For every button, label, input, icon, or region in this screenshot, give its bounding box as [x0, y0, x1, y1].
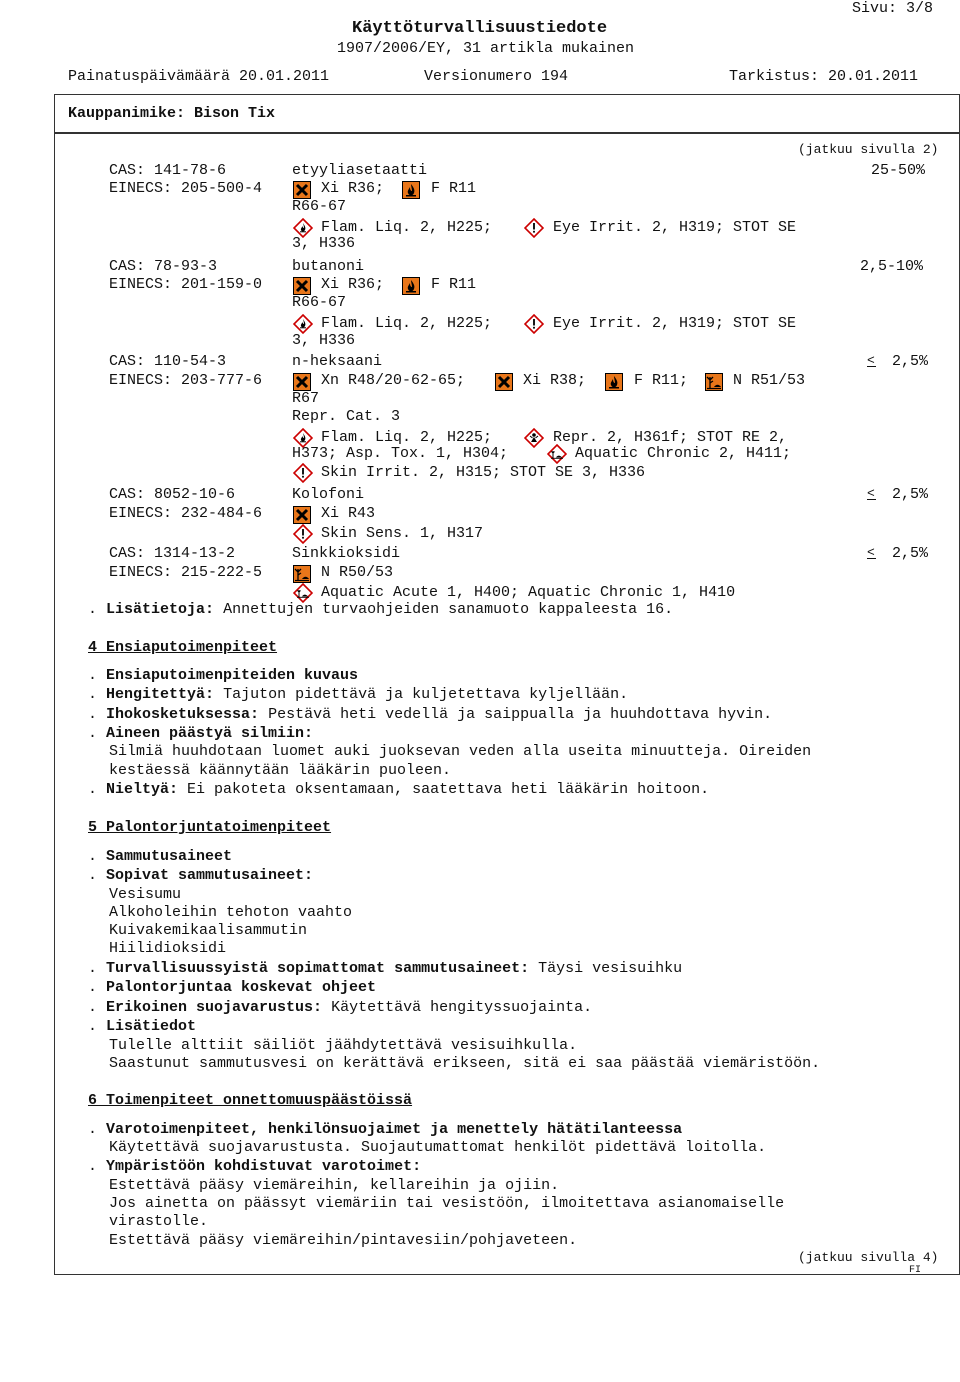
continued-from: (jatkuu sivulla 2) — [798, 142, 939, 157]
additional-info-label: Lisätietoja: — [106, 601, 215, 618]
text: Silmiä huuhdotaan luomet auki juoksevan veden alla useita minuutteja. Oireiden — [109, 743, 812, 760]
substance-name: butanoni — [292, 258, 365, 275]
version-number: Versionumero 194 — [424, 68, 569, 85]
classification: Eye Irrit. 2, H319; STOT SE — [553, 315, 797, 332]
additional-info-text: Annettujen turvaohjeiden sanamuoto kappaleesta 16. — [223, 601, 674, 618]
classification: H373; Asp. Tox. 1, H304; — [292, 445, 509, 462]
classification: Aquatic Chronic 2, H411; — [575, 445, 792, 462]
label: Aineen päästyä silmiin: — [106, 725, 314, 742]
revision-date: Tarkistus: 20.01.2011 — [729, 68, 919, 85]
classification: R67 — [292, 390, 320, 407]
cas-number: CAS: 141-78-6 — [109, 162, 227, 179]
list-item: Kuivakemikaalisammutin — [109, 922, 308, 939]
subsection: . Palontorjuntaa koskevat ohjeet — [88, 979, 377, 996]
text: Tajuton pidettävä ja kuljetettava kyljellään. — [223, 686, 629, 703]
text: Saastunut sammutusvesi on kerättävä erikseen, sitä ei saa päästää viemäristöön. — [109, 1055, 821, 1072]
paragraph: . Hengitettyä: Tajuton pidettävä ja kuljetettava kyljellään. — [88, 686, 629, 703]
flammable-icon — [402, 181, 420, 199]
subsection: . Sammutusaineet — [88, 848, 233, 865]
continued-to: (jatkuu sivulla 4) — [798, 1250, 939, 1265]
label: Palontorjuntaa koskevat ohjeet — [106, 979, 377, 996]
einecs-number: EINECS: 201-159-0 — [109, 276, 263, 293]
paragraph: . Turvallisuussyistä sopimattomat sammutusaineet: Täysi vesisuihku — [88, 960, 683, 977]
text: Käytettävä hengityssuojainta. — [331, 999, 593, 1016]
label: Turvallisuussyistä sopimattomat sammutusaineet: — [106, 960, 530, 977]
harmful-x-icon — [293, 181, 311, 199]
ghs-exclamation-icon — [524, 314, 544, 334]
subsection: . Ensiaputoimenpiteiden kuvaus — [88, 667, 359, 684]
substance-name: Sinkkioksidi — [292, 545, 401, 562]
paragraph: . Ihokosketuksessa: Pestävä heti vedellä ja saippualla ja huuhdottava hyvin. — [88, 706, 773, 723]
trade-name: Kauppanimike: Bison Tix — [68, 105, 276, 122]
text: kestäessä käännytään lääkärin puoleen. — [109, 762, 452, 779]
paragraph: . Erikoinen suojavarustus: Käytettävä hengityssuojainta. — [88, 999, 593, 1016]
language-code: FI — [909, 1265, 922, 1276]
classification: Xn R48/20-62-65; — [321, 372, 466, 389]
ghs-environment-icon — [547, 444, 567, 464]
einecs-number: EINECS: 232-484-6 — [109, 505, 263, 522]
subsection: . Sopivat sammutusaineet: — [88, 867, 314, 884]
label: Sopivat sammutusaineet: — [106, 867, 314, 884]
text: Käytettävä suojavarustusta. Suojautumattomat henkilöt pidettävä loitolla. — [109, 1139, 767, 1156]
document-title: Käyttöturvallisuustiedote — [352, 19, 608, 38]
text: Pestävä heti vedellä ja saippualla ja huuhdottava hyvin. — [268, 706, 773, 723]
substance-name: n-heksaani — [292, 353, 383, 370]
harmful-x-icon — [495, 373, 513, 391]
label: Nieltyä: — [106, 781, 179, 798]
less-equal-icon: < — [867, 545, 875, 560]
label: Lisätiedot — [106, 1018, 197, 1035]
concentration: 2,5-10% — [860, 258, 924, 275]
list-item: Hiilidioksidi — [109, 940, 227, 957]
einecs-number: EINECS: 215-222-5 — [109, 564, 263, 581]
flammable-icon — [605, 373, 623, 391]
print-date: Painatuspäivämäärä 20.01.2011 — [68, 68, 330, 85]
classification: Xi R38; — [523, 372, 587, 389]
text: Estettävä pääsy viemäreihin, kellareihin ja ojiin. — [109, 1177, 560, 1194]
label: Ihokosketuksessa: — [106, 706, 260, 723]
concentration: 2,5% — [892, 353, 929, 370]
text: Jos ainetta on päässyt viemäriin tai vesistöön, ilmoitettava asianomaiselle — [109, 1195, 785, 1212]
list-item: Alkoholeihin tehoton vaahto — [109, 904, 353, 921]
additional-info: . Lisätietoja: Annettujen turvaohjeiden sanamuoto kappaleesta 16. — [88, 601, 674, 618]
classification: Skin Irrit. 2, H315; STOT SE 3, H336 — [321, 464, 646, 481]
classification: Flam. Liq. 2, H225; — [321, 219, 493, 236]
less-equal-icon: < — [867, 486, 875, 501]
classification: 3, H336 — [292, 332, 356, 349]
label: Erikoinen suojavarustus: — [106, 999, 323, 1016]
harmful-x-icon — [293, 506, 311, 524]
paragraph: . Nieltyä: Ei pakoteta oksentamaan, saatettava heti lääkärin hoitoon. — [88, 781, 710, 798]
classification: N R50/53 — [321, 564, 394, 581]
ghs-exclamation-icon — [293, 524, 313, 544]
concentration: 2,5% — [892, 545, 929, 562]
section-heading: 6 Toimenpiteet onnettomuuspäästöissä — [88, 1092, 413, 1109]
ghs-exclamation-icon — [293, 463, 313, 483]
concentration: 25-50% — [871, 162, 926, 179]
text: Tulelle alttiit säiliöt jäähdytettävä vesisuihkulla. — [109, 1037, 578, 1054]
document-subtitle: 1907/2006/EY, 31 artikla mukainen — [337, 40, 635, 57]
substance-name: etyyliasetaatti — [292, 162, 428, 179]
ghs-health-hazard-icon — [524, 428, 544, 448]
classification: Xi R43 — [321, 505, 376, 522]
text: Estettävä pääsy viemäreihin/pintavesiin/pohjaveteen. — [109, 1232, 578, 1249]
substance-name: Kolofoni — [292, 486, 365, 503]
label: Hengitettyä: — [106, 686, 215, 703]
cas-number: CAS: 1314-13-2 — [109, 545, 236, 562]
classification: Skin Sens. 1, H317 — [321, 525, 484, 542]
subsection-label: Ensiaputoimenpiteiden kuvaus — [106, 667, 359, 684]
subsection: . Aineen päästyä silmiin: — [88, 725, 314, 742]
classification: F R11 — [431, 276, 477, 293]
section-heading: 5 Palontorjuntatoimenpiteet — [88, 819, 332, 836]
text: virastolle. — [109, 1213, 209, 1230]
classification: R66-67 — [292, 294, 347, 311]
ghs-environment-icon — [293, 583, 313, 603]
classification: R66-67 — [292, 198, 347, 215]
classification: Flam. Liq. 2, H225; — [321, 315, 493, 332]
text: Täysi vesisuihku — [538, 960, 683, 977]
classification: Eye Irrit. 2, H319; STOT SE — [553, 219, 797, 236]
list-item: Vesisumu — [109, 886, 182, 903]
flammable-icon — [402, 277, 420, 295]
classification: Xi R36; — [321, 180, 385, 197]
section-heading: 4 Ensiaputoimenpiteet — [88, 639, 278, 656]
subsection: . Varotoimenpiteet, henkilönsuojaimet ja menettely hätätilanteessa — [88, 1121, 683, 1138]
classification: N R51/53 — [733, 372, 806, 389]
classification: F R11; — [634, 372, 689, 389]
label: Ympäristöön kohdistuvat varotoimet: — [106, 1158, 422, 1175]
classification: F R11 — [431, 180, 477, 197]
einecs-number: EINECS: 205-500-4 — [109, 180, 263, 197]
classification: Flam. Liq. 2, H225; — [321, 429, 493, 446]
subsection: . Lisätiedot — [88, 1018, 197, 1035]
classification: Repr. 2, H361f; STOT RE 2, — [553, 429, 788, 446]
cas-number: CAS: 78-93-3 — [109, 258, 218, 275]
ghs-exclamation-icon — [524, 218, 544, 238]
label: Sammutusaineet — [106, 848, 233, 865]
einecs-number: EINECS: 203-777-6 — [109, 372, 263, 389]
classification: Repr. Cat. 3 — [292, 408, 401, 425]
ghs-flame-icon — [293, 314, 313, 334]
cas-number: CAS: 8052-10-6 — [109, 486, 236, 503]
concentration: 2,5% — [892, 486, 929, 503]
less-equal-icon: < — [867, 353, 875, 368]
harmful-x-icon — [293, 277, 311, 295]
classification: 3, H336 — [292, 235, 356, 252]
classification: Xi R36; — [321, 276, 385, 293]
environment-icon — [705, 373, 723, 391]
environment-icon — [293, 565, 311, 583]
harmful-x-icon — [293, 373, 311, 391]
subsection: . Ympäristöön kohdistuvat varotoimet: — [88, 1158, 422, 1175]
cas-number: CAS: 110-54-3 — [109, 353, 227, 370]
text: Ei pakoteta oksentamaan, saatettava heti lääkärin hoitoon. — [187, 781, 710, 798]
classification: Aquatic Acute 1, H400; Aquatic Chronic 1, H410 — [321, 584, 736, 601]
label: Varotoimenpiteet, henkilönsuojaimet ja menettely hätätilanteessa — [106, 1121, 683, 1138]
page-number: Sivu: 3/8 — [852, 0, 934, 17]
